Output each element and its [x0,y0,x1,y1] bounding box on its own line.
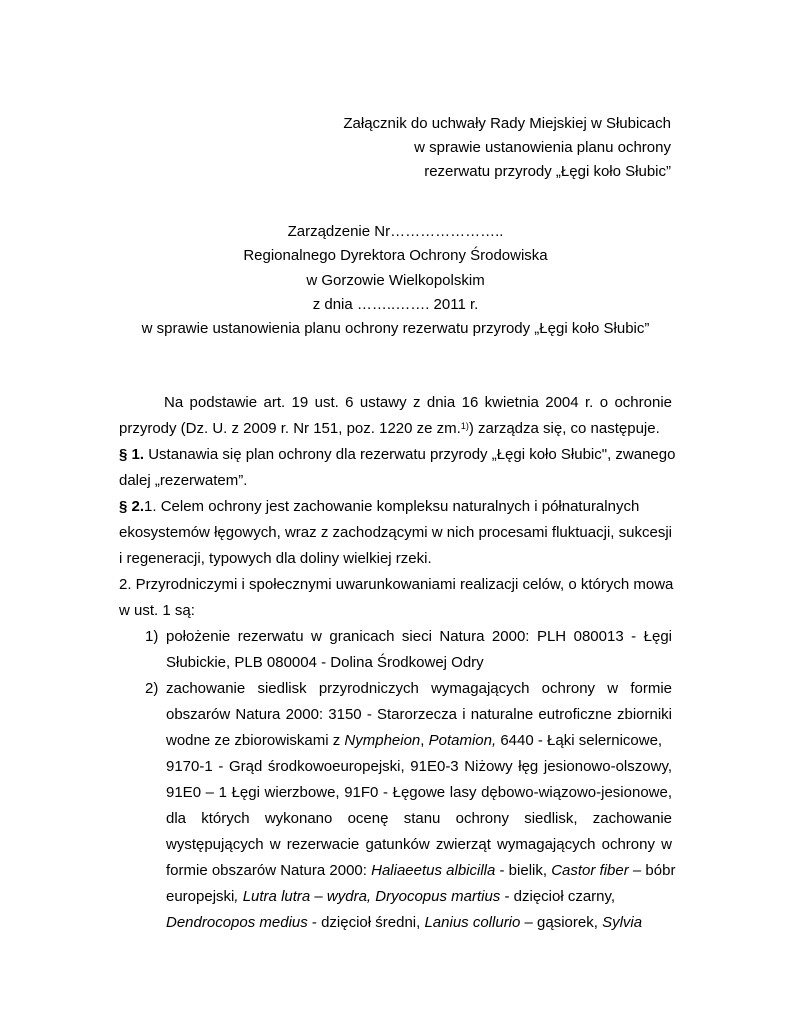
latin-name: Nympheion [344,732,421,749]
section-1-line-2: dalej „rezerwatem”. [119,472,248,489]
text: 6440 - Łąki selernicowe, [496,732,663,749]
latin-name: Castor fiber [551,862,629,879]
text: wodne ze zbiorowiskami z [166,732,345,749]
section-2-para-2-line-1: 2. Przyrodniczymi i społecznymi uwarunkowaniami realizacji celów, o których mowa [119,576,674,593]
list-item-2-line-6: dla których wykonano ocenę stanu ochrony siedlisk, zachowanie [166,810,672,827]
section-2-line-1 [119,494,672,520]
text: – bóbr [628,862,676,879]
section-1-line-1 [119,442,676,468]
title-line-5: w sprawie ustanowienia planu ochrony rezerwatu przyrody „Łęgi koło Słubic” [141,320,650,337]
section-1-mark: § 1. [119,446,145,463]
section-2-mark: § 2. [119,498,145,515]
list-item-2-line-4: 9170-1 - Grąd środkowoeuropejski, 91E0-3 Niżowy łęg jesionowo-olszowy, [166,758,672,775]
section-1-text: Ustanawia się plan ochrony dla rezerwatu przyrody „Łęgi koło Słubic", zwanego [144,446,676,463]
footnote-ref: 1) [460,421,469,431]
text: europejski [166,888,235,905]
latin-name: , Lutra lutra – wydra, Dryocopus martius [234,888,501,905]
text: - bielik, [495,862,552,879]
list-item-1-line-2: Słubickie, PLB 080004 - Dolina Środkowej Odry [166,654,484,671]
latin-name: Dendrocopos medius [166,914,308,931]
paragraph-intro-line-1: Na podstawie art. 19 ust. 6 ustawy z dnia 16 kwietnia 2004 r. o ochronie [164,394,672,411]
list-item-2-line-1: zachowanie siedlisk przyrodniczych wymagających ochrony w formie [166,680,672,697]
list-item-2-number: 2) [145,680,159,697]
paragraph-intro-line-2 [119,416,672,442]
header-line-3: rezerwatu przyrody „Łęgi koło Słubic” [424,163,671,180]
section-2-text: 1. Celem ochrony jest zachowanie kompleksu naturalnych i półnaturalnych [144,498,640,515]
latin-name: Haliaeetus albicilla [371,862,496,879]
title-line-4: z dnia ……..……. 2011 r. [312,296,479,313]
list-item-1-number: 1) [145,628,159,645]
list-item-2-line-3 [166,728,672,754]
text: , [420,732,429,749]
intro-text-a: przyrody (Dz. U. z 2009 r. Nr 151, poz. 1220 ze zm. [119,420,461,437]
section-2-line-3: i regeneracji, typowych dla doliny wielkiej rzeki. [119,550,432,567]
list-item-2-line-7: występujących w rezerwacie gatunków zwierząt wymagających ochrony w [166,836,672,853]
list-item-1-line-1: położenie rezerwatu w granicach sieci Natura 2000: PLH 080013 - Łęgi [166,628,672,645]
header-line-1: Załącznik do uchwały Rady Miejskiej w Słubicach [343,115,671,132]
text: - dzięcioł średni, [307,914,425,931]
text: – gąsiorek, [520,914,603,931]
list-item-2-line-8 [166,858,676,884]
list-item-2-line-9 [166,884,672,910]
list-item-2-line-2: obszarów Natura 2000: 3150 - Starorzecza i naturalne eutroficzne zbiorniki [166,706,672,723]
latin-name: Potamion, [428,732,497,749]
latin-name: Sylvia [602,914,643,931]
header-line-2: w sprawie ustanowienia planu ochrony [414,139,671,156]
section-2-para-2-line-2: w ust. 1 są: [119,602,195,619]
text: - dzięcioł czarny, [500,888,616,905]
section-2-line-2: ekosystemów łęgowych, wraz z zachodzącymi w nich procesami fluktuacji, sukcesji [119,524,672,541]
title-line-2: Regionalnego Dyrektora Ochrony Środowiska [243,247,548,264]
list-item-2-line-10 [166,910,672,936]
title-line-1: Zarządzenie Nr………………….. [287,223,504,240]
latin-name: Lanius collurio [424,914,521,931]
list-item-2-line-5: 91E0 – 1 Łęgi wierzbowe, 91F0 - Łęgowe lasy dębowo-wiązowo-jesionowe, [166,784,672,801]
intro-text-b: ) zarządza się, co następuje. [468,420,660,437]
text: formie obszarów Natura 2000: [166,862,372,879]
title-line-3: w Gorzowie Wielkopolskim [306,272,485,289]
